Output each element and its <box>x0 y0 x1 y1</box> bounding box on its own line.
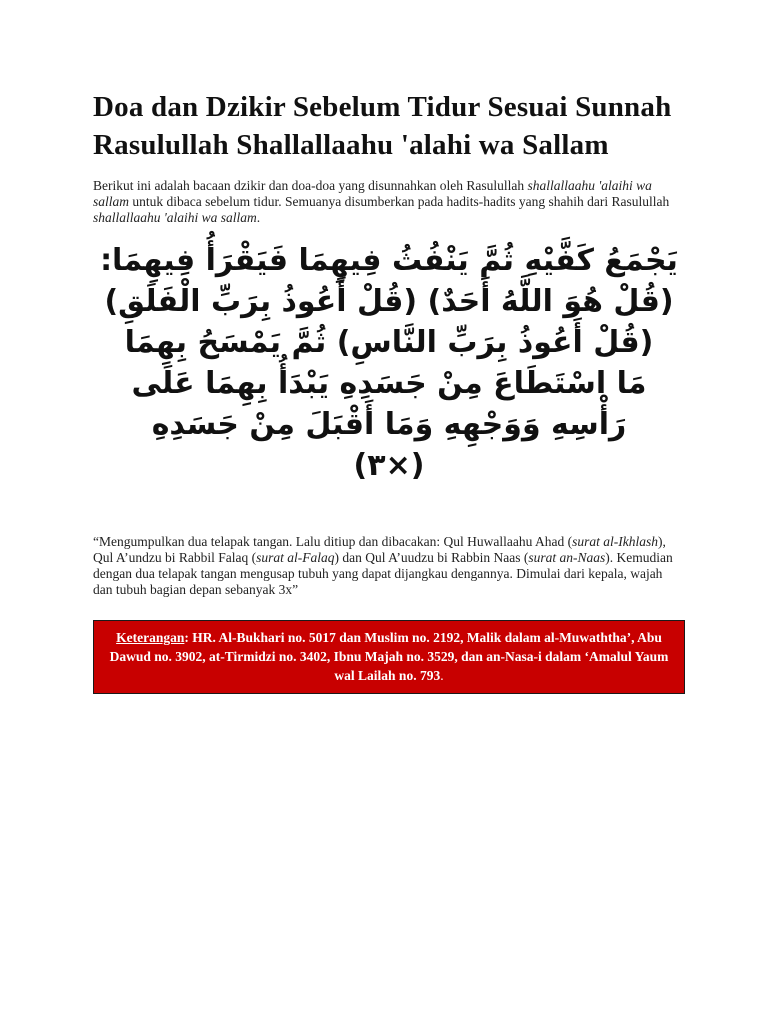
intro-text-3: . <box>256 210 261 225</box>
intro-italic-1: shallallaahu 'alaihi wa sallam <box>93 178 652 209</box>
intro-text-1: Berikut ini adalah bacaan dzikir dan doa-doa yang disunnahkan oleh Rasulullah <box>93 178 528 193</box>
arabic-line: (×٣) <box>353 448 425 483</box>
translation-paragraph <box>93 534 685 598</box>
translation-italic-1: surat al-Ikhlash <box>572 534 658 549</box>
translation-italic-2: surat al-Falaq <box>256 550 335 565</box>
arabic-line: (قُلْ هُوَ اللَّهُ أَحَدٌ) (قُلْ أَعُوذُ بِرَبِّ الْفَلَقِ) <box>104 284 674 319</box>
arabic-dua-text <box>93 240 685 486</box>
note-label: Keterangan <box>116 630 185 645</box>
arabic-line: (قُلْ أَعُوذُ بِرَبِّ النَّاسِ) ثُمَّ يَمْسَحُ بِهِمَا <box>124 325 654 360</box>
note-end: . <box>440 668 444 683</box>
translation-text-2: ), Qul A’undzu bi Rabbil Falaq ( <box>93 534 666 565</box>
source-note-box <box>93 620 685 694</box>
translation-text-1: “Mengumpulkan dua telapak tangan. Lalu ditiup dan dibacakan: Qul Huwallaahu Ahad ( <box>93 534 573 549</box>
arabic-line: يَجْمَعُ كَفَّيْهِ ثُمَّ يَنْفُثُ فِيهِمَا فَيَقْرَأُ فِيهِمَا: <box>100 243 678 278</box>
translation-text-4: ). Kemudian dengan dua telapak tangan mengusap tubuh yang dapat dijangkau dengannya. Dimulai dari kepala, wajah dan tubuh bagian depan sebanyak 3x” <box>93 550 673 597</box>
intro-text-2: untuk dibaca sebelum tidur. Semuanya disumberkan pada hadits-hadits yang shahih dari Rasulullah <box>129 194 670 209</box>
intro-italic-2: shallallaahu 'alaihi wa sallam <box>93 210 257 225</box>
document-page <box>93 88 685 694</box>
arabic-line: رَأْسِهِ وَوَجْهِهِ وَمَا أَقْبَلَ مِنْ جَسَدِهِ <box>151 407 627 442</box>
page-title: Doa dan Dzikir Sebelum Tidur Sesuai Sunnah Rasulullah Shallallaahu 'alahi wa Sallam <box>93 91 672 161</box>
intro-paragraph <box>93 178 685 226</box>
note-text: : HR. Al-Bukhari no. 5017 dan Muslim no. 2192, Malik dalam al-Muwaththa’, Abu Dawud no. 3902, at-Tirmidzi no. 3402, Ibnu Majah no. 3529, dan an-Nasa-i dalam ‘Amalul Yaum wal Lailah no. 793 <box>109 630 669 683</box>
arabic-line: مَا اسْتَطَاعَ مِنْ جَسَدِهِ يَبْدَأُ بِهِمَا عَلَى <box>131 366 647 401</box>
translation-text-3: ) dan Qul A’uudzu bi Rabbin Naas ( <box>334 550 529 565</box>
translation-italic-3: surat an-Naas <box>528 550 606 565</box>
